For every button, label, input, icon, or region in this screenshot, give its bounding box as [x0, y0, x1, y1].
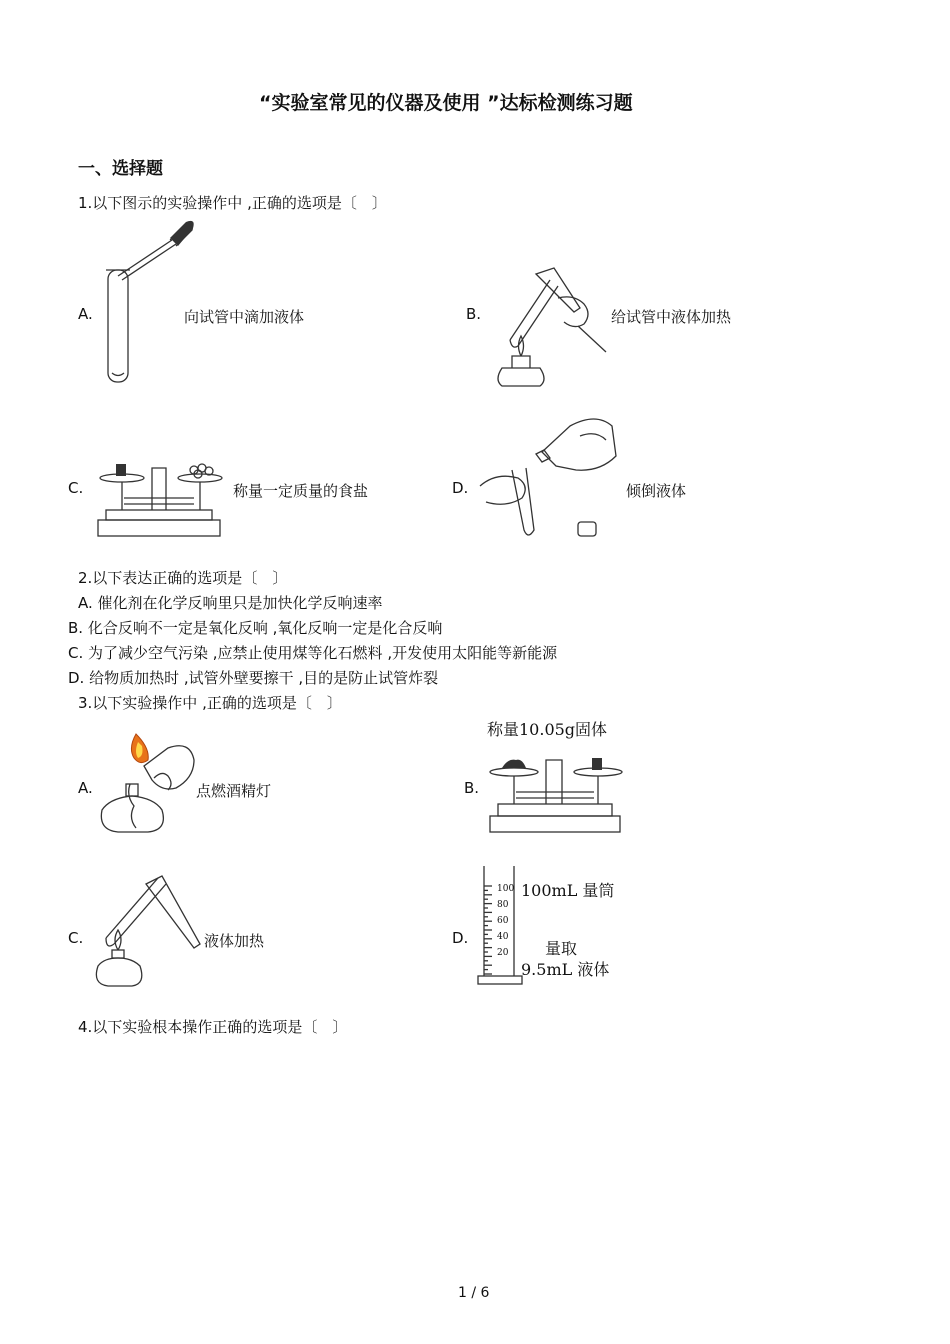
balance-figure	[94, 450, 234, 544]
q2-choice-a[interactable]: A. 催化剂在化学反响里只是加快化学反响速率	[78, 594, 383, 612]
q3-option-d-caption-line3: 9.5mL 液体	[521, 960, 610, 979]
question-4-stem: 4.以下实验根本操作正确的选项是〔 〕	[78, 1018, 348, 1036]
cylinder-scale	[497, 881, 514, 961]
q2-choice-b[interactable]: B. 化合反响不一定是氧化反响 ,氧化反响一定是化合反响	[68, 619, 443, 637]
q3-option-d-letter[interactable]: D.	[452, 929, 469, 947]
q1-option-b-letter[interactable]: B.	[466, 305, 482, 323]
q3-option-d-caption-line1: 100mL 量筒	[521, 881, 615, 900]
q1-option-b-caption: 给试管中液体加热	[611, 308, 732, 326]
cylinder-tick-label: 100	[497, 884, 515, 894]
heating-liquid-figure	[92, 874, 204, 990]
q1-option-c-letter[interactable]: C.	[68, 479, 84, 497]
q3-option-c-letter[interactable]: C.	[68, 929, 84, 947]
q3-option-d-caption-line2: 量取	[545, 939, 578, 958]
q1-option-c-caption: 称量一定质量的食盐	[233, 482, 369, 500]
q2-choice-d[interactable]: D. 给物质加热时 ,试管外壁要擦干 ,目的是防止试管炸裂	[68, 669, 439, 687]
cylinder-tick-label: 80	[497, 900, 509, 910]
question-3-stem: 3.以下实验操作中 ,正确的选项是〔 〕	[78, 694, 342, 712]
question-2-stem: 2.以下表达正确的选项是〔 〕	[78, 569, 288, 587]
q3-option-b-letter[interactable]: B.	[464, 779, 480, 797]
q1-option-a-letter[interactable]: A.	[78, 305, 93, 323]
balance-solid-figure	[486, 738, 626, 834]
heating-test-tube-figure	[488, 268, 613, 390]
cylinder-tick-label: 60	[497, 916, 509, 926]
page-number: 1 / 6	[458, 1285, 490, 1301]
q2-choice-c[interactable]: C. 为了减少空气污染 ,应禁止使用煤等化石燃料 ,开发使用太阳能等新能源	[68, 644, 558, 662]
cylinder-tick-label: 20	[497, 948, 509, 958]
dropper-test-tube-figure	[100, 218, 210, 390]
cylinder-tick-label: 40	[497, 932, 509, 942]
lighting-lamp-figure	[98, 730, 198, 836]
q3-option-a-caption: 点燃酒精灯	[196, 782, 272, 800]
page-title: “实验室常见的仪器及使用 ”达标检测练习题	[259, 92, 633, 114]
q1-option-a-caption: 向试管中滴加液体	[184, 308, 305, 326]
pouring-liquid-figure	[476, 406, 621, 542]
section-heading: 一、选择题	[78, 159, 163, 179]
q3-option-a-letter[interactable]: A.	[78, 779, 93, 797]
q1-option-d-caption: 倾倒液体	[626, 482, 687, 500]
question-1-stem: 1.以下图示的实验操作中 ,正确的选项是〔 〕	[78, 194, 387, 212]
q1-option-d-letter[interactable]: D.	[452, 479, 469, 497]
q3-option-c-caption: 液体加热	[204, 932, 265, 950]
q3-option-b-caption: 称量10.05g固体	[487, 720, 608, 739]
